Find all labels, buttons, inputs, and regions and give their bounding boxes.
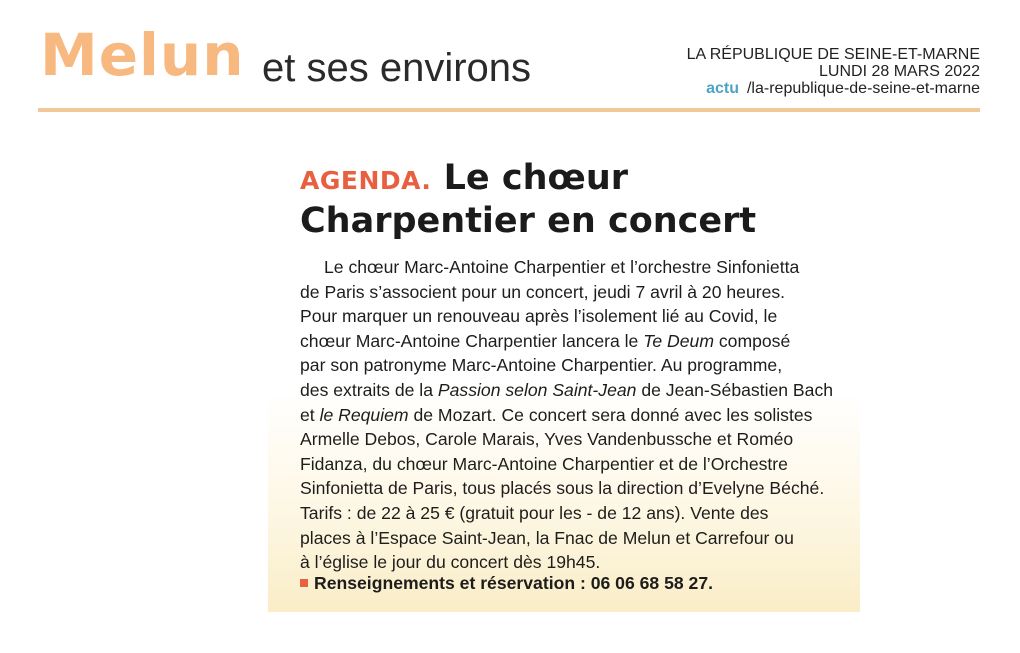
body-line <box>300 427 820 452</box>
body-line <box>300 378 834 403</box>
headline-part-2: Charpentier en concert <box>300 201 757 241</box>
publication-date: LUNDI 28 MARS 2022 <box>819 63 980 80</box>
body-text: et <box>300 404 320 425</box>
newspaper-header <box>0 0 1020 118</box>
body-text: Pour marquer un renouveau après l’isolement lié au Covid, le <box>300 306 778 327</box>
body-line <box>300 476 825 501</box>
section-title: Melun <box>40 21 245 89</box>
body-line <box>300 550 820 575</box>
section-subtitle: et ses environs <box>262 46 532 90</box>
body-text: Tarifs : de 22 à 25 € (gratuit pour les - de 12 ans). Vente des <box>300 502 769 523</box>
body-line <box>300 403 820 428</box>
body-text: Armelle Debos, Carole Marais, Yves Vandenbussche et Roméo <box>300 429 794 450</box>
body-text: Sinfonietta de Paris, tous placés sous la direction d’Evelyne Béché. <box>300 478 825 499</box>
body-line <box>300 353 820 378</box>
body-text: de Paris s’associent pour un concert, jeudi 7 avril à 20 heures. <box>300 281 786 302</box>
reservation-info <box>300 573 713 594</box>
body-text: de Jean-Sébastien Bach <box>636 379 834 400</box>
publication-name: LA RÉPUBLIQUE DE SEINE-ET-MARNE <box>686 46 980 63</box>
body-text: par son patronyme Marc-Antoine Charpentier. Au programme, <box>300 355 783 376</box>
body-text: Fidanza, du chœur Marc-Antoine Charpentier et de l’Orchestre <box>300 453 788 474</box>
body-text: places à l’Espace Saint-Jean, la Fnac de Melun et Carrefour ou <box>300 527 794 548</box>
work-title: Te Deum <box>643 330 714 351</box>
body-text: des extraits de la <box>300 379 438 400</box>
work-title: Passion selon Saint-Jean <box>437 379 637 400</box>
body-line <box>300 280 820 305</box>
header-rule <box>38 108 980 112</box>
article-body <box>300 255 834 575</box>
body-line <box>300 526 820 551</box>
body-text: Le chœur Marc-Antoine Charpentier et l’orchestre Sinfonietta <box>324 257 800 277</box>
body-line <box>300 501 820 526</box>
body-text: de Mozart. Ce concert sera donné avec les solistes <box>408 404 813 425</box>
body-text: composé <box>713 330 791 351</box>
work-title: le Requiem <box>319 404 409 425</box>
reservation-text: Renseignements et réservation : 06 06 68 58 27. <box>314 573 713 593</box>
headline-part-1: Le chœur <box>443 158 628 198</box>
body-text: à l’église le jour du concert dès 19h45. <box>300 552 601 573</box>
bullet-square-icon <box>300 579 308 587</box>
article-headline <box>300 158 840 241</box>
actu-label: actu <box>706 80 739 97</box>
article-kicker: AGENDA. <box>300 166 432 195</box>
publication-slug: /la-republique-de-seine-et-marne <box>746 80 980 97</box>
publication-slug-row <box>687 80 980 97</box>
body-line <box>300 452 820 477</box>
body-line <box>300 304 820 329</box>
publication-info <box>687 46 980 97</box>
body-line <box>300 329 820 354</box>
body-line <box>300 255 820 280</box>
body-text: chœur Marc-Antoine Charpentier lancera le <box>300 330 644 351</box>
